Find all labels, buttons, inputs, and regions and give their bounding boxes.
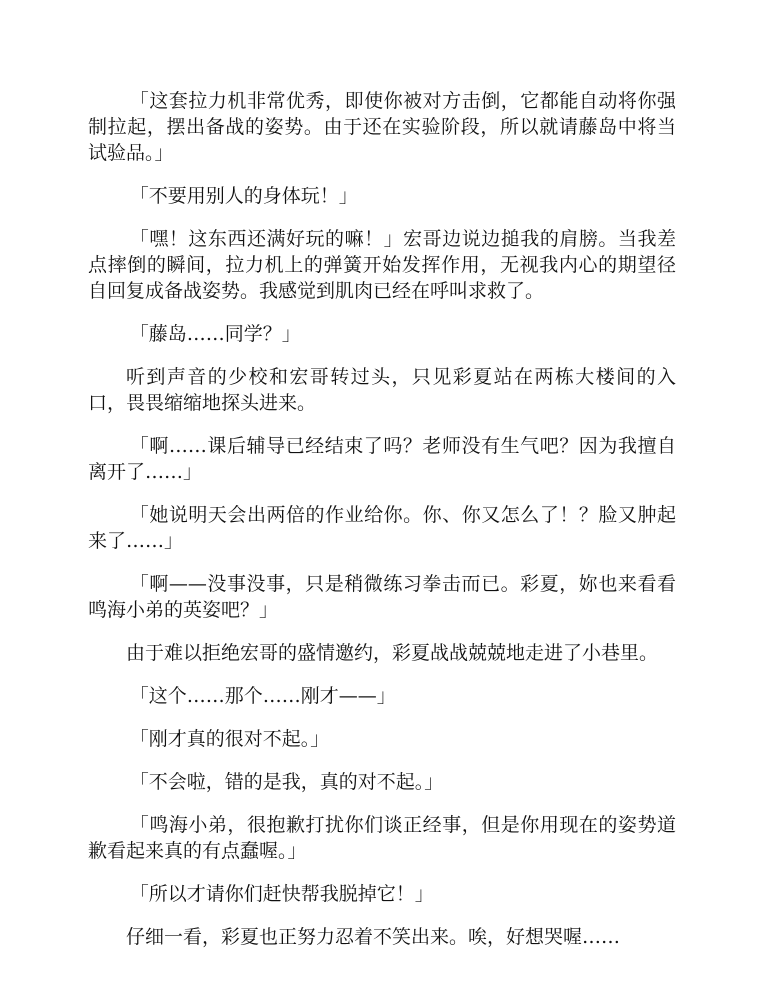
paragraph-15: 仔细一看，彩夏也正努力忍着不笑出来。唉，好想哭喔…… — [126, 926, 621, 948]
paragraph-2: 「不要用别人的身体玩！」 — [129, 185, 358, 207]
paragraph-6: 「啊……课后辅导已经结束了吗？老师没有生气吧？因为我擅自离开了……」 — [88, 435, 676, 483]
paragraph-4: 「藤岛……同学？」 — [129, 323, 301, 345]
paragraph-1: 「这套拉力机非常优秀，即使你被对方击倒，它都能自动将你强制拉起，摆出备战的姿势。由于还在实验阶段，所以就请藤岛中将当试验品。」 — [88, 90, 676, 164]
paragraph-10: 「这个……那个……刚才——」 — [129, 685, 396, 707]
paragraph-14: 「所以才请你们赶快帮我脱掉它！」 — [129, 883, 434, 905]
paragraph-7: 「她说明天会出两倍的作业给你。你、你又怎么了！？脸又肿起来了……」 — [88, 504, 676, 552]
paragraph-11: 「刚才真的很对不起。」 — [129, 728, 330, 750]
paragraph-13: 「鸣海小弟，很抱歉打扰你们谈正经事，但是你用现在的姿势道歉看起来真的有点蠢喔。」 — [88, 814, 676, 862]
document-page — [88, 88, 676, 967]
paragraph-5: 听到声音的少校和宏哥转过头，只见彩夏站在两栋大楼间的入口，畏畏缩缩地探头进来。 — [88, 366, 676, 414]
paragraph-3: 「嘿！这东西还满好玩的嘛！」宏哥边说边搥我的肩膀。当我差点摔倒的瞬间，拉力机上的弹簧开始发挥作用，无视我内心的期望径自回复成备战姿势。我感觉到肌肉已经在呼叫求救了。 — [88, 228, 676, 302]
paragraph-9: 由于难以拒绝宏哥的盛情邀约，彩夏战战兢兢地走进了小巷里。 — [126, 642, 659, 664]
paragraph-12: 「不会啦，错的是我，真的对不起。」 — [129, 771, 444, 793]
paragraph-8: 「啊——没事没事，只是稍微练习拳击而已。彩夏，妳也来看看鸣海小弟的英姿吧？」 — [88, 573, 676, 621]
